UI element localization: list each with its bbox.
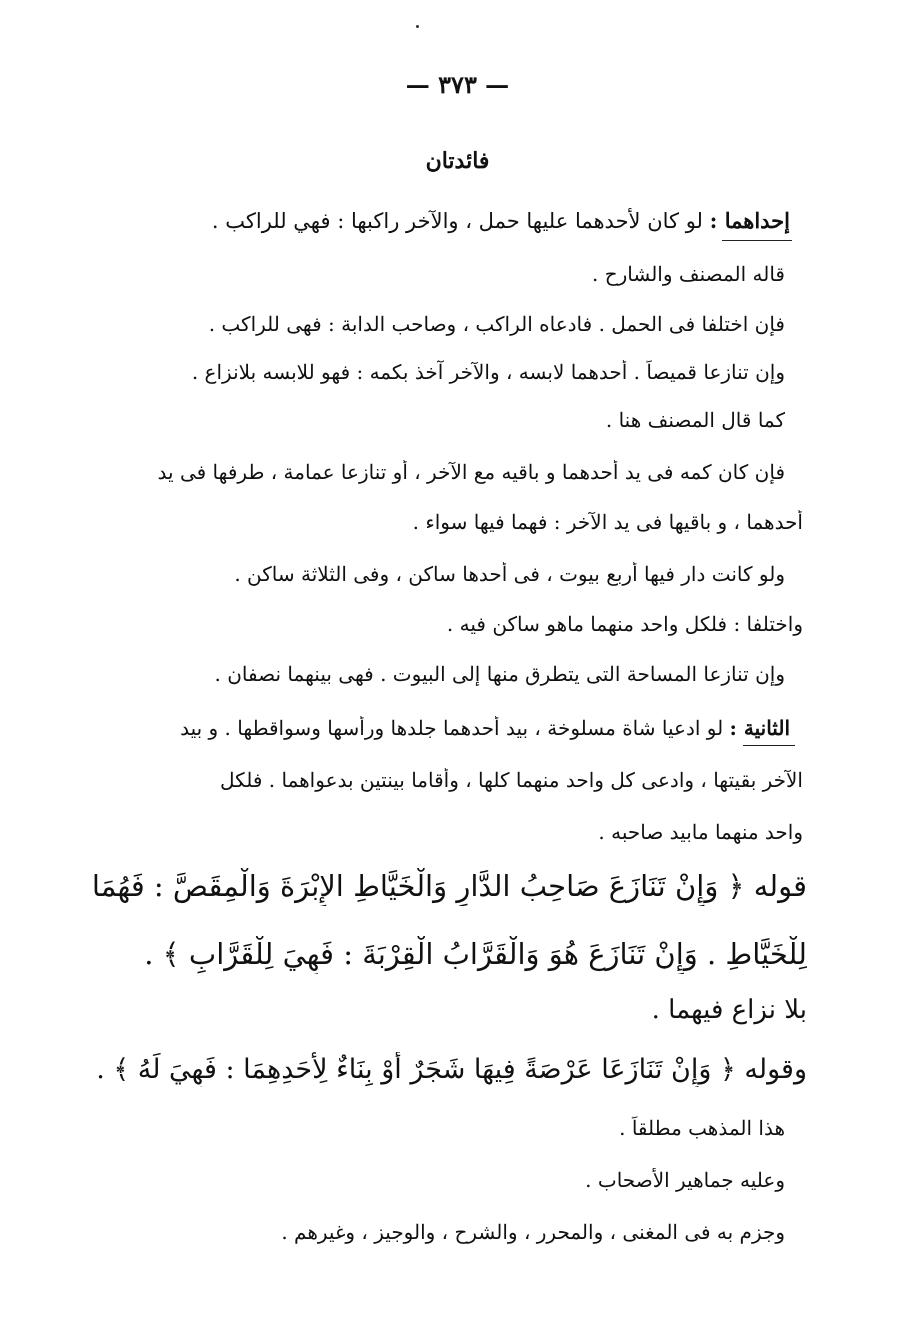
tail-line-1: هذا المذهب مطلقاً .: [619, 1116, 785, 1140]
tail-line-3: وجزم به فى المغنى ، والمحرر ، والشرح ، والوجيز ، وغيرهم .: [281, 1220, 785, 1244]
first-benefit-label: إحداهما :: [709, 208, 790, 233]
body-line-8: واختلفا : فلكل واحد منهما ماهو ساكن فيه .: [446, 612, 803, 636]
second-benefit-text: لو ادعيا شاة مسلوخة ، بيد أحدهما جلدها ورأسها وسواقطها . و بيد: [180, 716, 724, 740]
label-underline: [722, 240, 792, 241]
second-line-1: الآخر بقيتها ، وادعى كل واحد منهما كلها ، وأقاما بينتين بدعواهما . فلكل: [220, 768, 803, 792]
page-number: — ٣٧٣ —: [405, 70, 510, 99]
body-line-9: وإن تنازعا المساحة التى يتطرق منها إلى البيوت . فهى بينهما نصفان .: [214, 662, 785, 686]
first-benefit-line: [90, 208, 790, 234]
tail-line-2: وعليه جماهير الأصحاب .: [585, 1168, 785, 1192]
matn-quote-line-2: لِلْخَيَّاطِ . وَإِنْ تَنَازَعَ هُوَ وَالْقَرَّابُ الْقِرْبَةَ : فَهِيَ لِلْقَرَّابِ ﴾ .: [144, 937, 807, 971]
body-line-7: ولو كانت دار فيها أربع بيوت ، فى أحدها ساكن ، وفى الثلاثة ساكن .: [234, 562, 785, 586]
body-line-5: فإن كان كمه فى يد أحدهما و باقيه مع الآخر ، أو تنازعا عمامة ، طرفها فى يد: [157, 460, 785, 484]
label-underline-2: [743, 745, 795, 746]
after-quote-line: بلا نزاع فيهما .: [651, 995, 807, 1025]
body-line-6: أحدهما ، و باقيها فى يد الآخر : فهما فيها سواء .: [412, 510, 803, 534]
matn-quote-2: وقوله ﴿ وَإِنْ تَنَازَعَا عَرْصَةً فِيهَا شَجَرٌ أَوْ بِنَاءٌ لِأَحَدِهِمَا : فَهِيَ لَهُ ﴾ .: [96, 1054, 807, 1085]
matn-quote-line-1: قوله ﴿ وَإِنْ تَنَازَعَ صَاحِبُ الدَّارِ وَالْخَيَّاطِ الإِبْرَةَ وَالْمِقَصَّ : فَهُمَا: [92, 869, 807, 903]
body-line-3: وإن تنازعا قميصاً . أحدهما لابسه ، والآخر آخذ بكمه : فهو للابسه بلانزاع .: [191, 360, 785, 384]
section-heading: فائدتان: [425, 148, 490, 174]
body-line-4: كما قال المصنف هنا .: [605, 408, 785, 432]
second-benefit-label: الثانية :: [729, 716, 790, 740]
second-line-2: واحد منهما مابيد صاحبه .: [598, 820, 803, 844]
ink-speck: [416, 25, 419, 28]
body-line-1: قاله المصنف والشارح .: [591, 262, 785, 286]
first-benefit-text: لو كان لأحدهما عليها حمل ، والآخر راكبها : فهي للراكب .: [211, 209, 703, 233]
body-line-2: فإن اختلفا فى الحمل . فادعاه الراكب ، وصاحب الدابة : فهى للراكب .: [208, 312, 785, 336]
second-benefit-line: [90, 716, 790, 740]
